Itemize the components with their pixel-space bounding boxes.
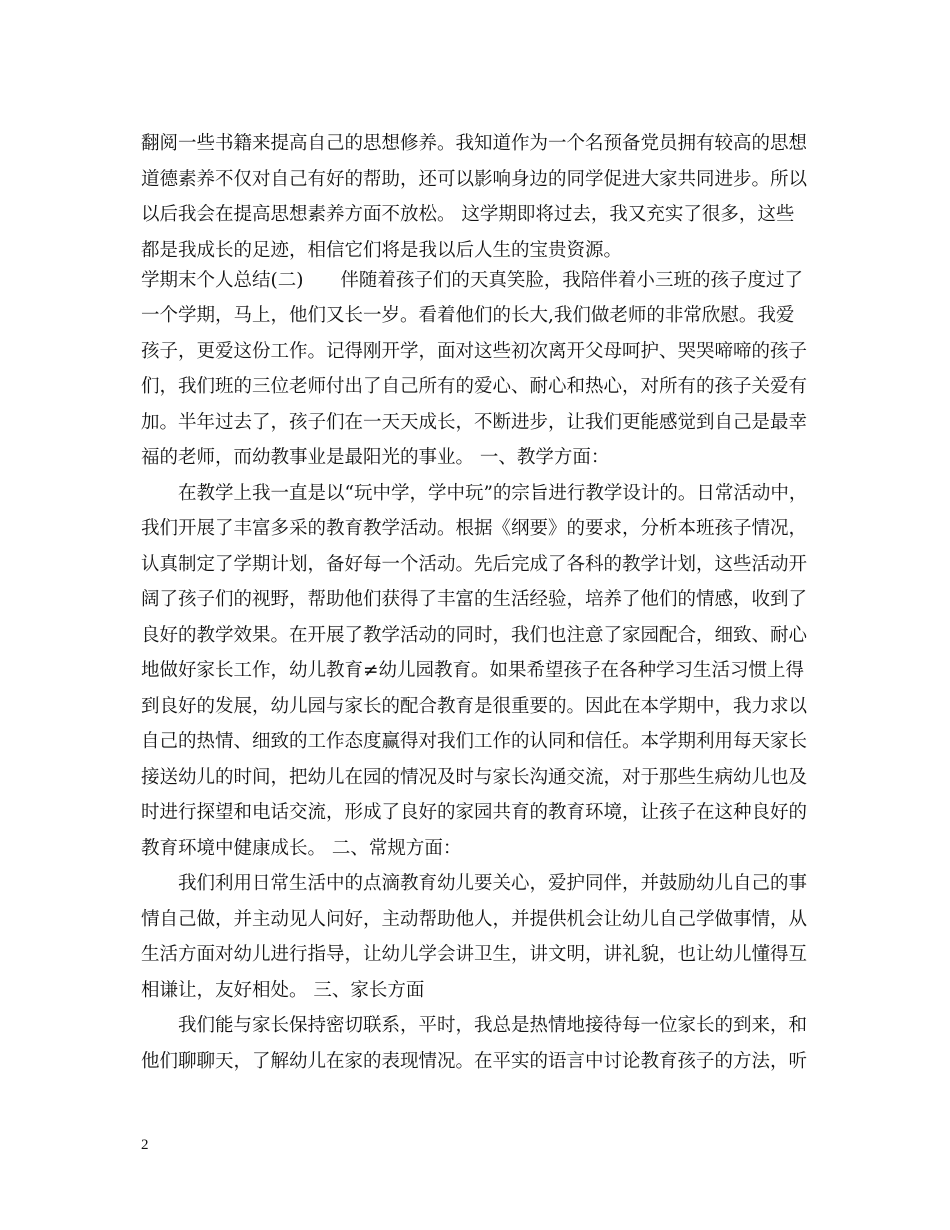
text-line-16: 地做好家长工作，幼儿教育≠幼儿园教育。如果希望孩子在各种学习生活习惯上得 (141, 660, 805, 681)
section-heading-line: 学期末个人总结(二) 伴随着孩子们的天真笑脸，我陪伴着小三班的孩子度过了 (141, 269, 803, 291)
text-line-11: 在教学上我一直是以“玩中学，学中玩”的宗旨进行教学设计的。日常活动中， (141, 482, 808, 504)
text-line-25: 相谦让，友好相处。 三、家长方面 (141, 979, 425, 1001)
text-line-12: 我们开展了丰富多采的教育教学活动。根据《纲要》的要求，分析本班孩子情况， (141, 518, 808, 539)
text-line-22: 我们利用日常生活中的点滴教育幼儿要关心，爱护同伴，并鼓励幼儿自己的事 (141, 873, 808, 894)
text-line-8: 们，我们班的三位老师付出了自己所有的爱心、耐心和热心，对所有的孩子关爱有 (141, 376, 808, 397)
document-body (141, 126, 831, 1079)
text-line-2: 道德素养不仅对自己有好的帮助，还可以影响身边的同学促进大家共同进步。所以 (141, 168, 808, 190)
text-line-15: 良好的教学效果。在开展了教学活动的同时，我们也注意了家园配合，细致、耐心 (141, 624, 808, 646)
text-line-24: 生活方面对幼儿进行指导，让幼儿学会讲卫生，讲文明，讲礼貌，也让幼儿懂得互 (141, 944, 808, 965)
text-line-19: 接送幼儿的时间，把幼儿在园的情况及时与家长沟通交流，对于那些生病幼儿也及 (141, 766, 808, 788)
text-line-6: 一个学期，马上，他们又长一岁。看着他们的长大,我们做老师的非常欣慰。我爱 (141, 305, 795, 326)
page-number: 2 (141, 1137, 149, 1153)
text-line-17: 到良好的发展，幼儿园与家长的配合教育是很重要的。因此在本学期中，我力求以 (141, 695, 808, 717)
text-line-9: 加。半年过去了，孩子们在一天天成长，不断进步，让我们更能感觉到自己是最幸 (141, 411, 808, 433)
text-line-3: 以后我会在提高思想素养方面不放松。 这学期即将过去，我又充实了很多，这些 (141, 204, 795, 225)
text-line-10: 福的老师，而幼教事业是最阳光的事业。 一、教学方面： (141, 447, 610, 468)
text-line-27: 他们聊聊天，了解幼儿在家的表现情况。在平实的语言中讨论教育孩子的方法，听 (141, 1050, 808, 1072)
text-line-1: 翻阅一些书籍来提高自己的思想修养。我知道作为一个名预备党员拥有较高的思想 (141, 133, 808, 154)
text-line-18: 自己的热情、细致的工作态度赢得对我们工作的认同和信任。本学期利用每天家长 (141, 731, 808, 752)
text-line-26: 我们能与家长保持密切联系，平时，我总是热情地接待每一位家长的到来，和 (141, 1015, 808, 1036)
text-line-21: 教育环境中健康成长。 二、常规方面： (141, 837, 462, 859)
text-line-13: 认真制定了学期计划，备好每一个活动。先后完成了各科的教学计划，这些活动开 (141, 553, 808, 575)
text-line-14: 阔了孩子们的视野，帮助他们获得了丰富的生活经验，培养了他们的情感，收到了 (141, 589, 808, 610)
text-line-20: 时进行探望和电话交流，形成了良好的家园共育的教育环境，让孩子在这种良好的 (141, 802, 808, 823)
text-line-7: 孩子，更爱这份工作。记得刚开学，面对这些初次离开父母呵护、哭哭啼啼的孩子 (141, 340, 808, 362)
text-line-4: 都是我成长的足迹，相信它们将是我以后人生的宝贵资源。 (141, 239, 623, 261)
text-line-23: 情自己做，并主动见人问好，主动帮助他人，并提供机会让幼儿自己学做事情，从 (141, 908, 808, 930)
